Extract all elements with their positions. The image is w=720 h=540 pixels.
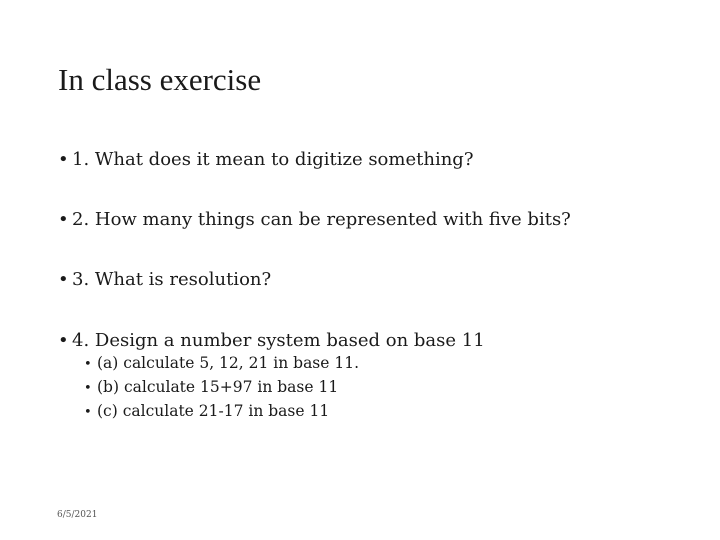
sub-bullet-marker: • bbox=[84, 405, 92, 420]
bullet-item bbox=[58, 329, 485, 353]
sub-bullet-marker: • bbox=[84, 357, 92, 372]
sub-bullet-item bbox=[84, 401, 329, 423]
sub-bullet-text: (b) calculate 15+97 in base 11 bbox=[97, 378, 339, 396]
sub-bullet-text: (a) calculate 5, 12, 21 in base 11. bbox=[97, 354, 360, 372]
bullet-text: 3. What is resolution? bbox=[72, 269, 272, 290]
bullet-item bbox=[58, 148, 473, 172]
bullet-item bbox=[58, 268, 271, 292]
bullet-marker: • bbox=[58, 149, 69, 170]
sub-bullet-text: (c) calculate 21-17 in base 11 bbox=[97, 402, 330, 420]
sub-bullet-marker: • bbox=[84, 381, 92, 396]
slide-title: In class exercise bbox=[58, 62, 262, 97]
footer-date: 6/5/2021 bbox=[57, 510, 98, 520]
bullet-text: 4. Design a number system based on base 11 bbox=[72, 330, 485, 351]
bullet-item bbox=[58, 208, 571, 232]
bullet-marker: • bbox=[58, 330, 69, 351]
bullet-marker: • bbox=[58, 269, 69, 290]
sub-bullet-item bbox=[84, 377, 338, 399]
bullet-text: 2. How many things can be represented with five bits? bbox=[72, 209, 571, 230]
bullet-marker: • bbox=[58, 209, 69, 230]
sub-bullet-item bbox=[84, 353, 359, 375]
bullet-text: 1. What does it mean to digitize something? bbox=[72, 149, 474, 170]
